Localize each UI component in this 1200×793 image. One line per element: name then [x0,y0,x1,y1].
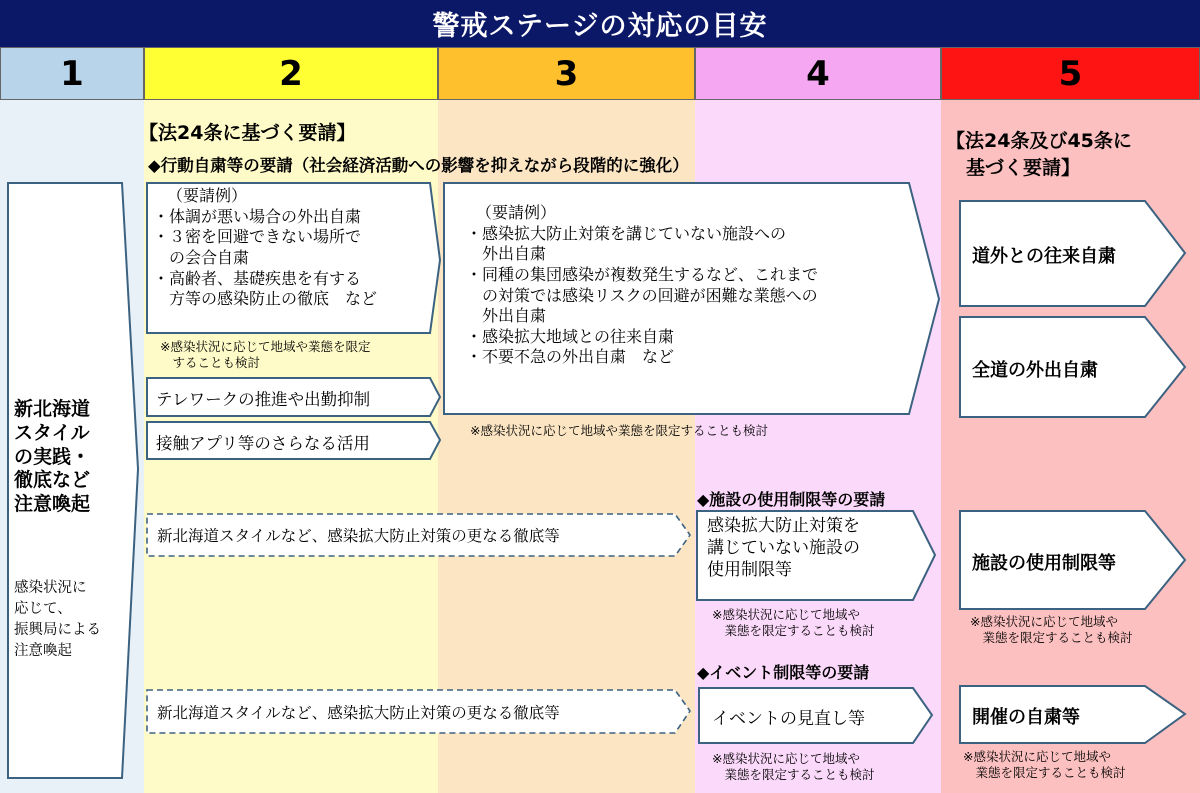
note-line: 業態を限定することも検討 [963,765,1126,781]
note-line: ※感染状況に応じて地域や [712,607,860,622]
event-section-heading: ◆イベント制限等の要請 [697,663,870,682]
facility-line: 使用制限等 [707,560,792,581]
event-note [712,751,942,784]
page-title: 警戒ステージの対応の目安 [0,0,1200,47]
law24-45-heading [946,128,1200,181]
facility-line: 感染拡大防止対策を [707,516,860,536]
stage1-header: 1 [0,47,144,100]
facility-line: 講じていない施設の [707,538,860,559]
facility-section-heading: ◆施設の使用制限等の要請 [697,490,886,509]
stage5-header: 5 [941,47,1200,100]
col5-box4-label: 開催の自粛等 [972,707,1080,728]
example-item: ・不要不急の外出自粛 など [466,347,675,367]
note-line: ※感染状況に応じて地域や業態を限定 [160,339,371,354]
example-item: ・高齢者、基礎疾患を有する [153,268,362,288]
note-line: ※感染状況に応じて地域や [970,614,1118,629]
note-line: 業態を限定することも検討 [970,630,1133,646]
note-line: ※感染状況に応じて地域や [712,751,860,766]
example-item: ・同種の集団感染が複数発生するなど、これまで [466,264,819,284]
stage3-header: 3 [438,47,695,100]
note-line: 業態を限定することも検討 [712,767,875,783]
stage1-sub-line: 振興局による [14,622,101,639]
note-line: 業態を限定することも検討 [712,623,875,639]
stage1-sub-line: 感染状況に [14,580,87,596]
note-line: することも検討 [160,355,261,371]
stage1-sub-text [14,578,129,662]
col5-box2-label: 全道の外出自粛 [972,360,1098,381]
col5-box1-label: 道外との往来自粛 [972,246,1116,267]
example-item: 外出自粛 [466,306,547,326]
stage1-main-line: の実践・ [14,445,91,468]
telework-label: テレワークの推進や出勤抑制 [156,390,371,409]
law24-heading: 【法24条に基づく要請】 [139,122,356,144]
example-item: ・３密を回避できない場所で [153,227,362,247]
example-title: （要請例） [476,203,557,222]
app-label: 接触アプリ等のさらなる活用 [156,434,370,453]
facility-box-text [707,515,917,581]
law-line: 【法24条及び45条に [946,130,1132,152]
stage2-note [160,339,440,372]
example-title: （要請例） [167,186,248,205]
stage4-header: 4 [695,47,941,100]
stage1-main-text [14,398,129,517]
example-item: 外出自粛 [466,244,547,264]
example-item: ・感染拡大防止対策を講じていない施設への [466,223,787,243]
col5-box3-label: 施設の使用制限等 [972,553,1116,574]
example-item: ・体調が悪い場合の外出自粛 [153,206,362,226]
example-item: 方等の感染防止の徹底 など [153,289,378,309]
stage3-example-list [466,203,906,368]
example-item: ・感染拡大地域との往来自粛 [466,326,675,346]
col5-note3 [970,614,1200,647]
facility-note [712,607,942,640]
stage1-main-line: 新北海道 [14,398,91,420]
law-line: 基づく要請】 [966,156,1081,179]
event-box-text: イベントの見直し等 [712,709,865,729]
dashed-label-2: 新北海道スタイルなど、感染拡大防止対策の更なる徹底等 [157,704,560,722]
dashed-label-1: 新北海道スタイルなど、感染拡大防止対策の更なる徹底等 [157,527,560,545]
stage2-example-list [153,186,438,310]
stage3-note: ※感染状況に応じて地域や業態を限定することも検討 [470,423,768,438]
example-item: の会合自粛 [153,247,250,267]
note-line: ※感染状況に応じて地域や [963,749,1111,764]
stage1-main-line: 注意喚起 [14,493,91,515]
stage1-sub-line: 注意喚起 [14,643,72,660]
stage1-sub-line: 応じて、 [14,601,72,618]
stage1-main-line: 徹底など [14,469,91,492]
stage1-main-line: スタイル [14,421,90,444]
stage2-header: 2 [144,47,438,100]
col5-note4 [963,749,1200,782]
example-item: の対策では感染リスクの回避が困難な業態への [466,285,818,305]
behavior-section-heading: ◆行動自粛等の要請（社会経済活動への影響を抑えながら段階的に強化） [148,156,689,175]
